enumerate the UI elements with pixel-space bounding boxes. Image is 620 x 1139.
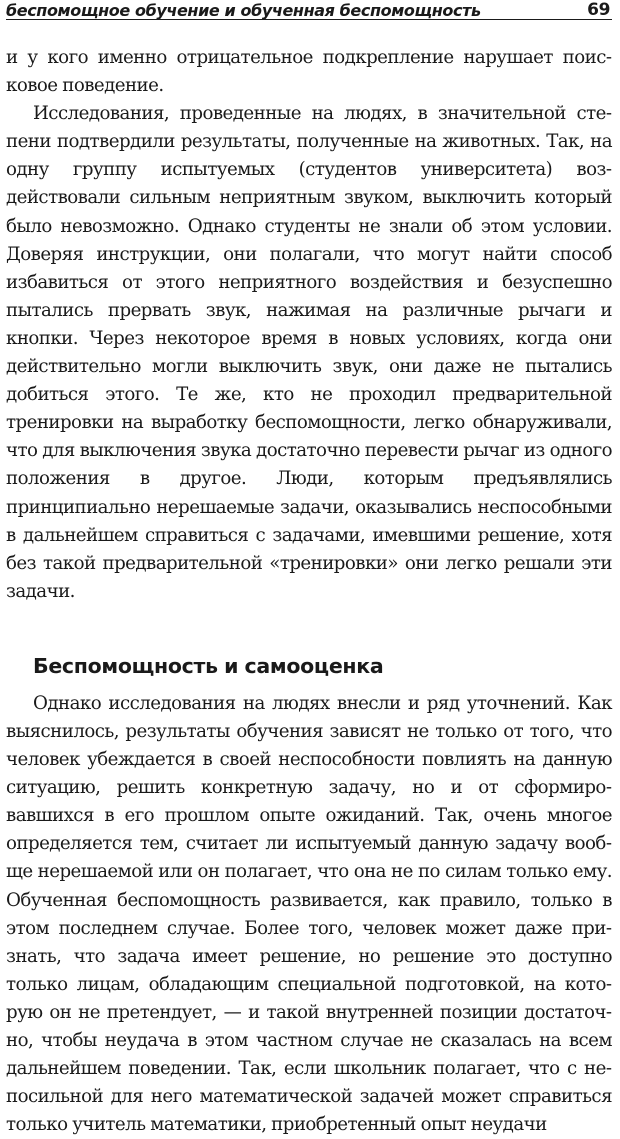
page-number: 69 <box>587 0 610 20</box>
paragraph: Однако исследования на людях внесли и ряд уточнений. Как выяснилось, результаты обучения зависят не только от того, что человек убеждается в своей неспособности повлиять на данную ситуацию, решить конкретную задачу, но и от сформировавшихся в его прошлом опыте ожиданий. Так, очень многое определяется тем, считает ли испытуемый данную задачу вообще нерешаемой или он полагает, что она не по силам только ему. Обученная беспомощность развивается, как правило, только в этом последнем случае. Более того, человек может даже признать, что задача имеет решение, но решение это доступно только лицам, обладающим специальной подготовкой, на которую он не претендует, — и такой внутренней позиции достаточно, чтобы неудача в этом частном случае не сказалась на всем дальнейшем поведении. Так, если школьник полагает, что с непосильной для него математической задачей может справиться только учитель математики, приобретенный опыт неудачи <box>6 692 612 1136</box>
section-heading: Беспомощность и самооценка <box>33 653 384 678</box>
running-header-title: беспомощное обучение и обученная беспомощность <box>6 1 481 20</box>
running-header <box>6 0 612 20</box>
paragraph: Исследования, проведенные на людях, в значительной степени подтвердили результаты, полученные на животных. Так, на одну группу испытуемых (студентов университета) воздействовали сильным неприятным звуком, выключить который было невозможно. Однако студенты не знали об этом условии. Доверяя инструкции, они полагали, что могут найти способ избавиться от этого неприятного воздействия и безуспешно пытались прервать звук, нажимая на различные рычаги и кнопки. Через некоторое время в новых условиях, когда они действительно могли выключить звук, они даже не пытались добиться этого. Те же, кто не проходил предварительной тренировки на выработку беспомощности, легко обнаруживали, что для выключения звука достаточно перевести рычаг из одного положения в другое. Люди, которым предъявлялись принципиально нерешаемые задачи, оказывались неспособными в дальнейшем справиться с задачами, имевшими решение, хотя без такой предварительной «тренировки» они легко решали эти задачи. <box>6 103 612 602</box>
paragraph-continued: и у кого именно отрицательное подкрепление нарушает поисковое поведение. <box>6 47 612 97</box>
page-body <box>6 44 612 1139</box>
